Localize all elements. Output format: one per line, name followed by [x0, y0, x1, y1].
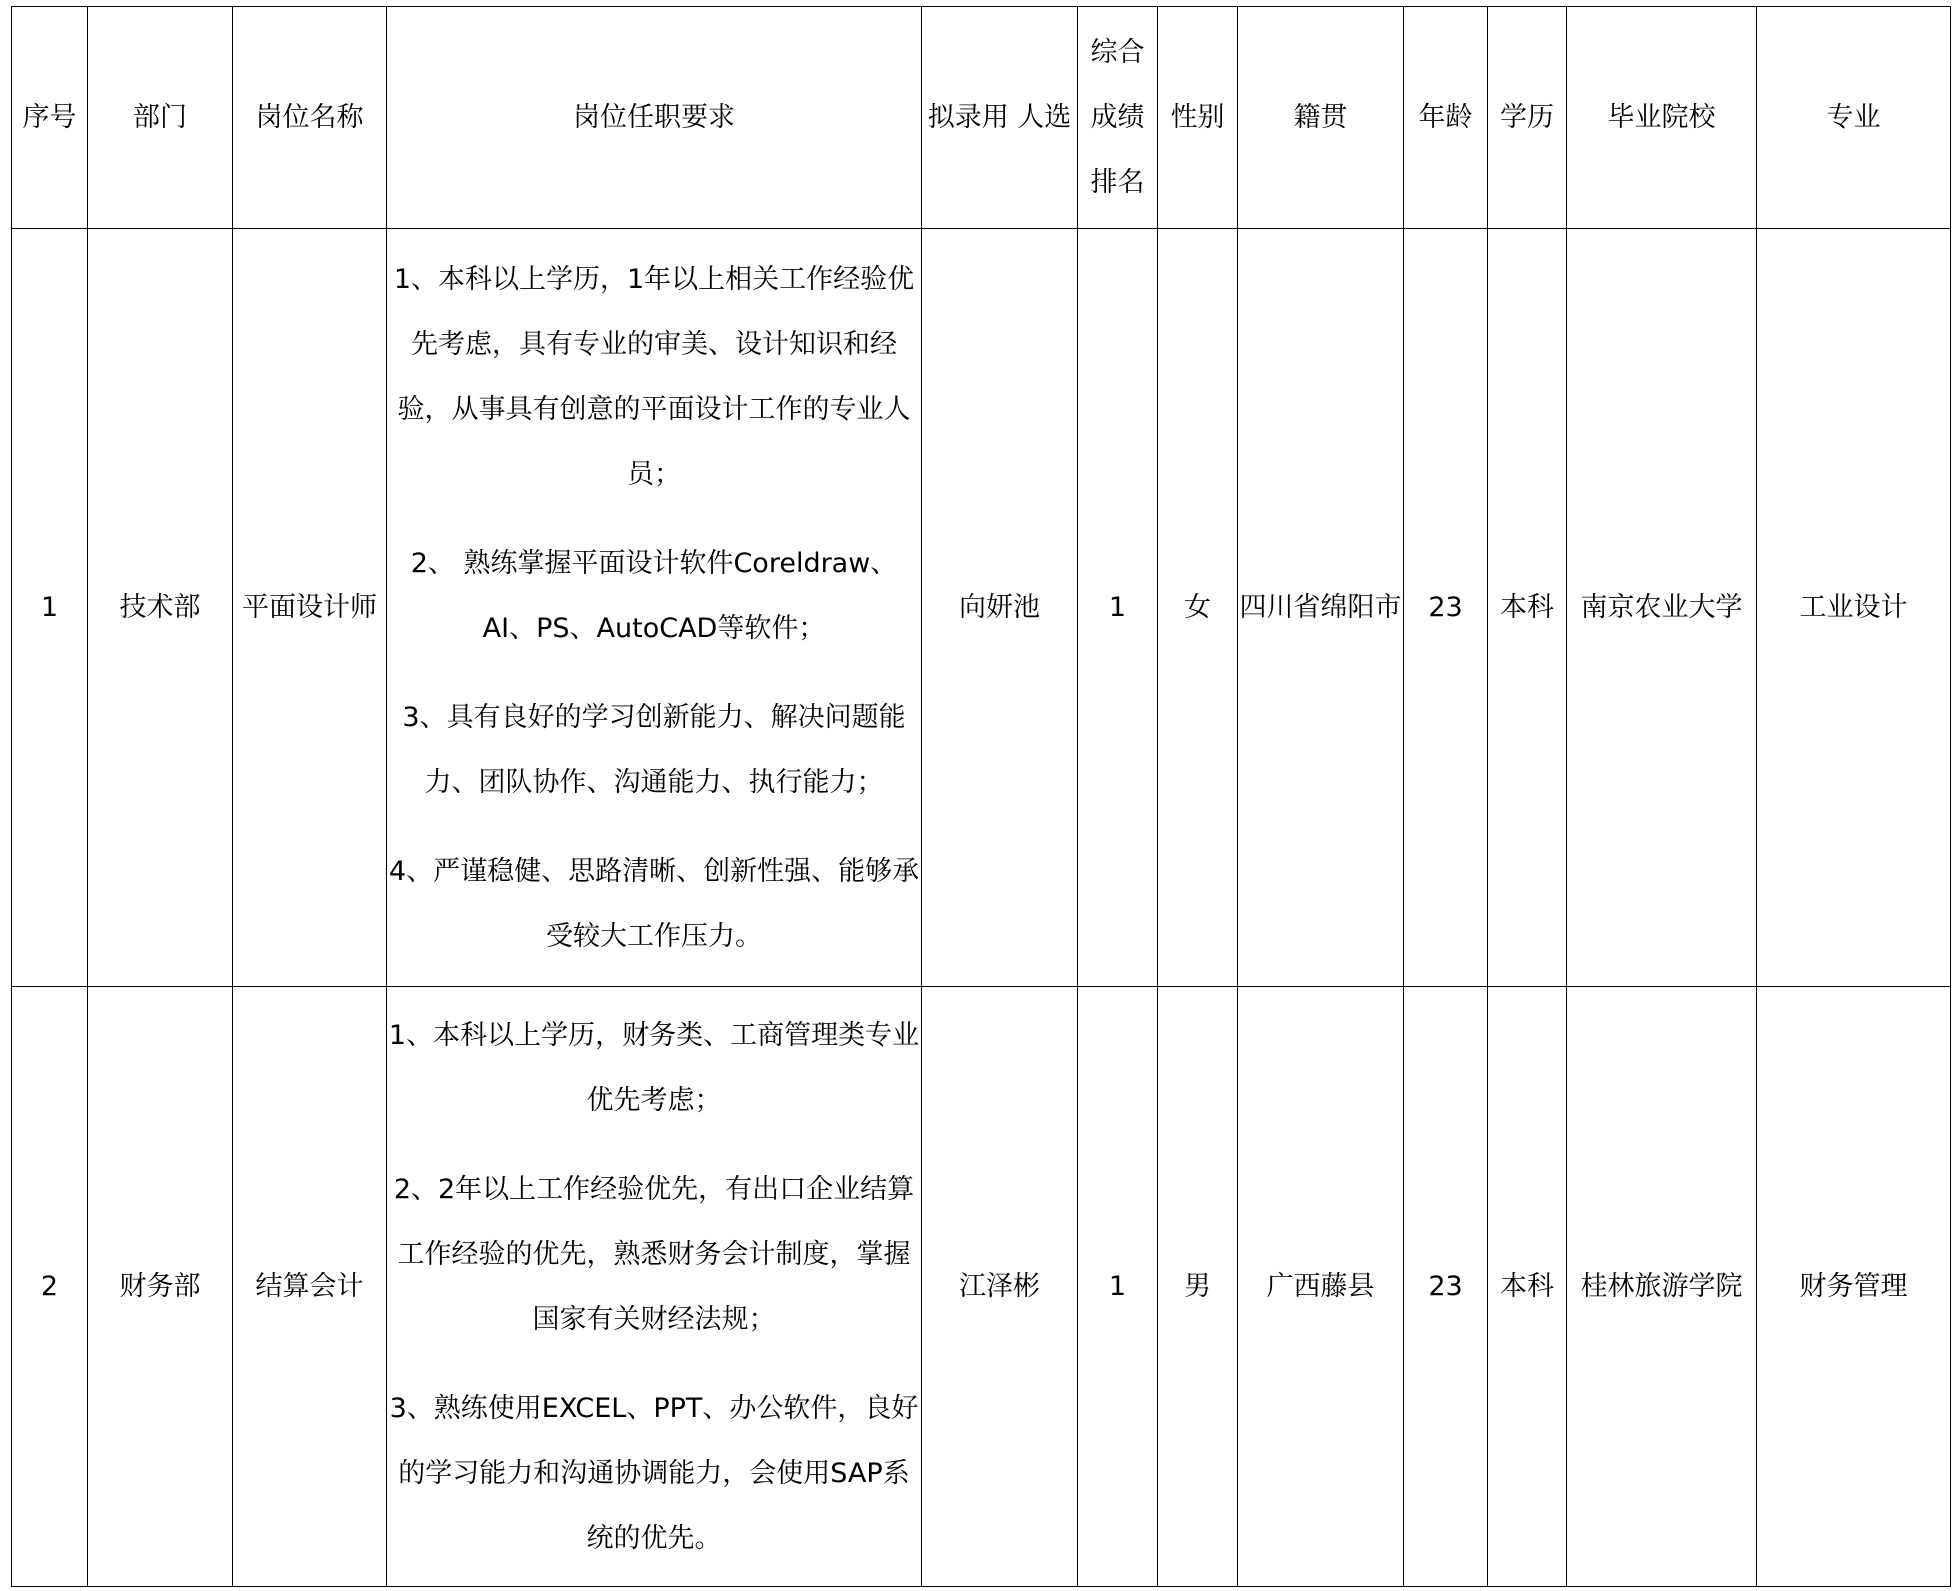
requirement-item: 2、 熟练掌握平面设计软件Coreldraw、AI、PS、AutoCAD等软件；	[410, 547, 898, 644]
requirement-item: 1、本科以上学历，财务类、工商管理类专业优先考虑；	[388, 1019, 920, 1116]
header-gender: 性别	[1158, 7, 1238, 229]
header-rank-line2: 成绩	[1090, 102, 1145, 133]
header-candidate: 拟录用 人选	[922, 7, 1078, 229]
cell-candidate: 江泽彬	[922, 987, 1078, 1587]
cell-school: 桂林旅游学院	[1567, 987, 1757, 1587]
header-age: 年龄	[1404, 7, 1488, 229]
header-rank-line1: 综合	[1090, 37, 1145, 68]
requirement-item: 4、严谨稳健、思路清晰、创新性强、能够承受较大工作压力。	[388, 855, 920, 952]
requirement-item: 1、本科以上学历，1年以上相关工作经验优先考虑，具有专业的审美、设计知识和经验，从事具有创意的平面设计工作的专业人员；	[393, 263, 915, 490]
cell-department: 财务部	[88, 987, 233, 1587]
cell-index: 1	[12, 229, 88, 987]
table-row	[12, 229, 1951, 987]
cell-major: 工业设计	[1757, 229, 1951, 987]
cell-age: 23	[1404, 987, 1488, 1587]
cell-education: 本科	[1488, 987, 1567, 1587]
cell-requirements	[387, 229, 922, 987]
requirement-item: 2、2年以上工作经验优先，有出口企业结算工作经验的优先，熟悉财务会计制度，掌握国家有关财经法规；	[393, 1173, 915, 1335]
cell-education: 本科	[1488, 229, 1567, 987]
cell-department: 技术部	[88, 229, 233, 987]
cell-requirements	[387, 987, 922, 1587]
header-hometown: 籍贯	[1238, 7, 1404, 229]
table-row	[12, 987, 1951, 1587]
header-school: 毕业院校	[1567, 7, 1757, 229]
requirement-item: 3、熟练使用EXCEL、PPT、办公软件，良好的学习能力和沟通协调能力，会使用SAP系统的优先。	[389, 1392, 919, 1554]
header-rank-line3: 排名	[1090, 167, 1145, 198]
cell-hometown: 广西藤县	[1238, 987, 1404, 1587]
requirement-item: 3、具有良好的学习创新能力、解决问题能力、团队协作、沟通能力、执行能力；	[402, 701, 906, 798]
cell-age: 23	[1404, 229, 1488, 987]
header-requirements: 岗位任职要求	[387, 7, 922, 229]
header-row	[12, 7, 1951, 229]
cell-hometown: 四川省绵阳市	[1238, 229, 1404, 987]
cell-rank: 1	[1078, 987, 1158, 1587]
header-rank	[1078, 7, 1158, 229]
cell-candidate: 向妍池	[922, 229, 1078, 987]
cell-major: 财务管理	[1757, 987, 1951, 1587]
hiring-table	[11, 6, 1951, 1587]
cell-gender: 女	[1158, 229, 1238, 987]
cell-index: 2	[12, 987, 88, 1587]
header-department: 部门	[88, 7, 233, 229]
header-major: 专业	[1757, 7, 1951, 229]
cell-position: 平面设计师	[233, 229, 387, 987]
cell-rank: 1	[1078, 229, 1158, 987]
header-position: 岗位名称	[233, 7, 387, 229]
header-index: 序号	[12, 7, 88, 229]
cell-school: 南京农业大学	[1567, 229, 1757, 987]
cell-gender: 男	[1158, 987, 1238, 1587]
header-education: 学历	[1488, 7, 1567, 229]
cell-position: 结算会计	[233, 987, 387, 1587]
